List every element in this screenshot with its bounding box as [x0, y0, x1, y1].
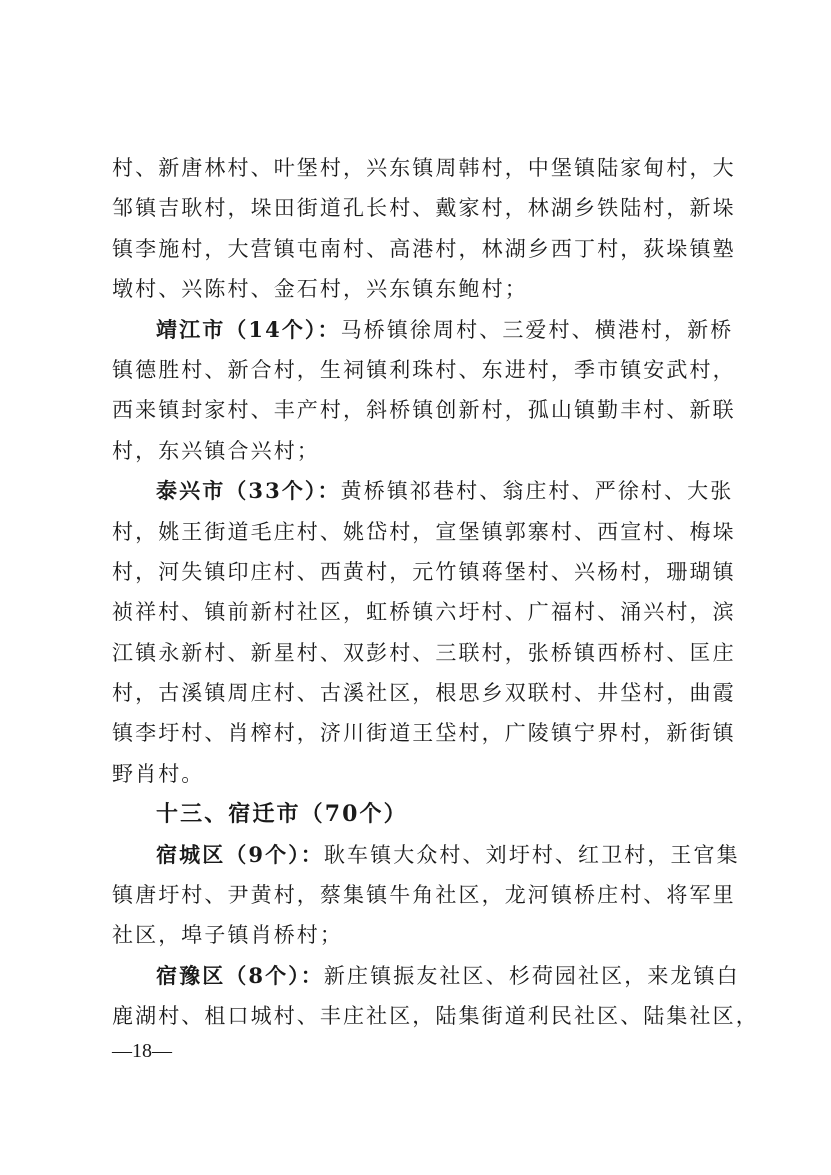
taixing-heading: 泰兴市（33个）： [156, 478, 341, 504]
text-line: 江镇永新村、新星村、双彭村、三联村，张桥镇西桥村、匡庄 [112, 640, 736, 665]
text-line: 村、新唐林村、叶堡村，兴东镇周韩村，中堡镇陆家甸村，大 [112, 156, 736, 180]
text-line: 野肖村。 [112, 761, 205, 786]
text-line: 村，河失镇印庄村、西黄村，元竹镇蒋堡村、兴杨村，珊瑚镇 [112, 559, 736, 584]
taixing-paragraph-start [112, 471, 734, 511]
sucheng-paragraph-start [112, 835, 740, 875]
text-line: 祯祥村、镇前新村社区，虹桥镇六圩村、广福村、涌兴村，滨 [112, 600, 736, 625]
text-line: 镇唐圩村、尹黄村，蔡集镇牛角社区，龙河镇桥庄村、将军里 [112, 883, 736, 908]
text-run: 马桥镇徐周村、三爱村、横港村，新桥 [340, 317, 734, 342]
text-line: 村，东兴镇合兴村； [112, 438, 320, 463]
text-line: 镇德胜村、新合村，生祠镇利珠村、东进村，季市镇安武村， [112, 357, 736, 382]
suyu-heading: 宿豫区（8个）： [156, 962, 324, 988]
page-number: —18— [112, 1040, 172, 1062]
text-line: 社区，埠子镇肖桥村； [112, 923, 343, 948]
text-line: 镇李施村，大营镇屯南村、高港村，林湖乡西丁村，荻垛镇塾 [112, 236, 736, 261]
jingjiang-heading: 靖江市（14个）： [156, 316, 341, 342]
text-line: 村，姚王街道毛庄村、姚岱村，宣堡镇郭寨村、西宣村、梅垛 [112, 519, 736, 544]
text-run: 耿车镇大众村、刘圩村、红卫村，王官集 [323, 842, 740, 867]
sucheng-heading: 宿城区（9个）： [156, 841, 324, 867]
text-line: 村，古溪镇周庄村、古溪社区，根思乡双联村、井垈村，曲霞 [112, 681, 736, 706]
suyu-paragraph-start [112, 956, 740, 996]
text-line: 墩村、兴陈村、金石村，兴东镇东鲍村； [112, 277, 528, 302]
text-run: 黄桥镇祁巷村、翁庄村、严徐村、大张 [340, 479, 734, 504]
text-line: 西来镇封家村、丰产村，斜桥镇创新村，孤山镇勤丰村、新联 [112, 398, 736, 423]
text-line: 镇李圩村、肖榨村，济川街道王垈村，广陵镇宁界村，新街镇 [112, 721, 736, 746]
jingjiang-paragraph-start [112, 310, 734, 350]
document-body [112, 148, 759, 1037]
text-line: 邹镇吉耿村，垛田街道孔长村、戴家村，林湖乡铁陆村，新垛 [112, 196, 736, 221]
section-heading: 十三、宿迁市（70个） [156, 801, 408, 828]
text-line: 鹿湖村、柤口城村、丰庄社区，陆集街道利民社区、陆集社区， [112, 1004, 759, 1029]
text-run: 新庄镇振友社区、杉荷园社区，来龙镇白 [323, 963, 740, 988]
